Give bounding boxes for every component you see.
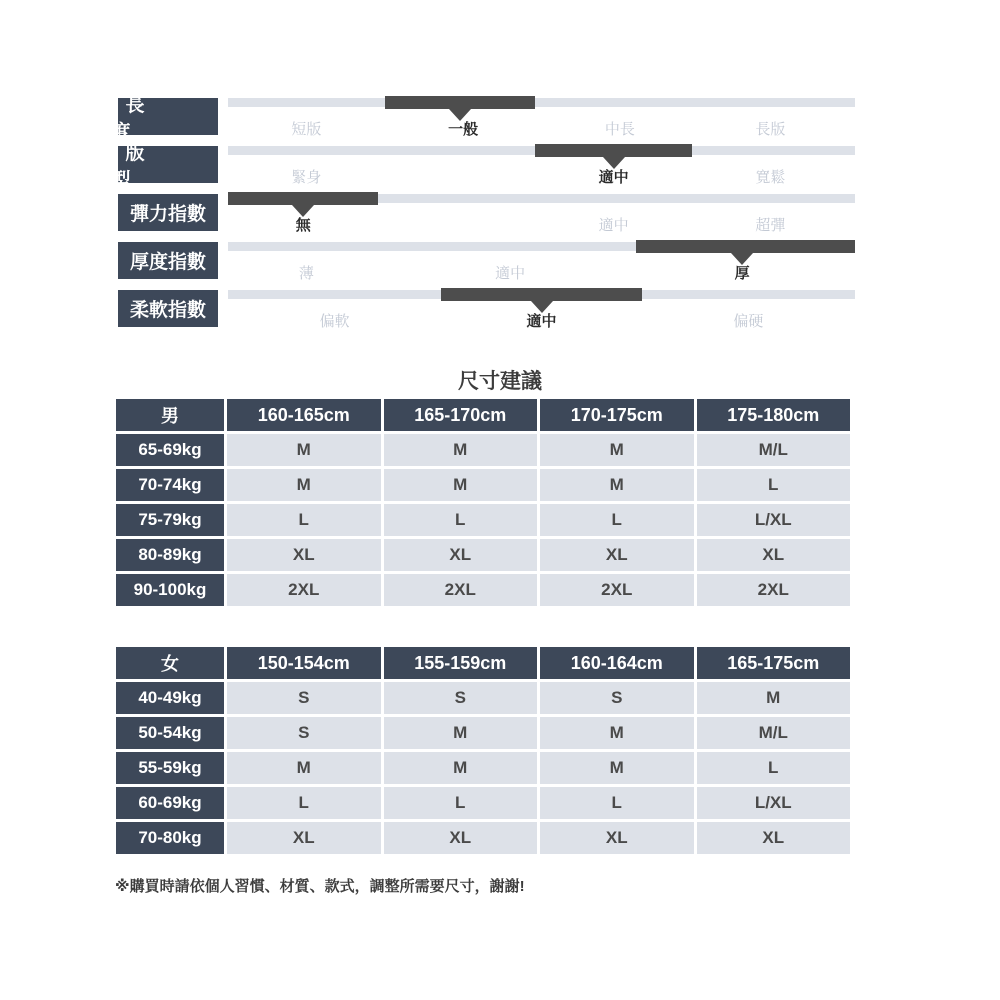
size-cell: 2XL (384, 574, 538, 606)
size-cell: L (540, 787, 694, 819)
size-cell: 2XL (697, 574, 851, 606)
attribute-track-厚度指數[interactable] (228, 240, 855, 288)
attribute-label-版型: 版 型 (111, 142, 225, 191)
size-section-title: 尺寸建議 (458, 370, 542, 393)
column-header: 175-180cm (697, 399, 851, 431)
size-cell: XL (384, 539, 538, 571)
slider-scale (228, 118, 855, 144)
slider-fill (385, 96, 535, 109)
row-header-weight: 75-79kg (116, 504, 224, 536)
row-header-weight: 80-89kg (116, 539, 224, 571)
size-cell: 2XL (227, 574, 381, 606)
table-corner-header: 男 (116, 399, 224, 431)
attribute-label-柔軟指數: 柔軟指數 (118, 290, 218, 327)
scale-label: 適中 (598, 169, 629, 186)
scale-label: 中長 (604, 121, 635, 138)
attribute-row-版型 (111, 142, 855, 192)
scale-label: 適中 (526, 313, 557, 330)
column-header: 165-170cm (384, 399, 538, 431)
table-corner-header: 女 (116, 647, 224, 679)
table-header-row (116, 399, 850, 431)
scale-label: 緊身 (291, 169, 322, 186)
scale-label: 厚 (734, 265, 750, 282)
table-row (116, 469, 850, 501)
attribute-track-柔軟指數[interactable] (228, 288, 855, 336)
size-cell: XL (227, 539, 381, 571)
table-row (116, 434, 850, 466)
scale-label: 短版 (291, 121, 322, 138)
scale-label: 寬鬆 (755, 169, 786, 186)
row-header-weight: 70-80kg (116, 822, 224, 854)
table-row (116, 539, 850, 571)
size-cell: XL (540, 539, 694, 571)
scale-label: 長版 (755, 121, 786, 138)
size-cell: XL (540, 822, 694, 854)
table-row (116, 787, 850, 819)
slider-fill (535, 144, 692, 157)
size-cell: XL (697, 822, 851, 854)
attribute-row-柔軟指數 (118, 288, 855, 336)
women-table-body (116, 647, 850, 854)
purchase-footnote: ※購買時請依個人習慣、材質、款式，調整所需要尺寸，謝謝! (115, 878, 525, 895)
size-cell: M (540, 469, 694, 501)
size-cell: XL (384, 822, 538, 854)
scale-label: 適中 (495, 265, 526, 282)
row-header-weight: 50-54kg (116, 717, 224, 749)
slider-scale (228, 262, 855, 288)
size-cell: L (227, 787, 381, 819)
size-cell: M (227, 752, 381, 784)
attribute-track-版型[interactable] (228, 144, 855, 192)
size-cell: M/L (697, 717, 851, 749)
size-cell: S (540, 682, 694, 714)
table-row (116, 682, 850, 714)
size-cell: L (540, 504, 694, 536)
size-cell: S (227, 717, 381, 749)
size-cell: L (697, 469, 851, 501)
scale-label: 一般 (448, 121, 479, 138)
size-cell: M (384, 717, 538, 749)
scale-label: 無 (295, 217, 311, 234)
size-cell: M (384, 434, 538, 466)
size-cell: M (540, 717, 694, 749)
column-header: 155-159cm (384, 647, 538, 679)
column-header: 170-175cm (540, 399, 694, 431)
attribute-track-長度[interactable] (228, 96, 855, 144)
table-row (116, 822, 850, 854)
size-cell: L (384, 787, 538, 819)
slider-scale (228, 166, 855, 192)
table-row (116, 752, 850, 784)
size-cell: S (384, 682, 538, 714)
attribute-row-彈力指數 (118, 192, 855, 240)
size-cell: M (227, 434, 381, 466)
scale-label: 偏硬 (733, 313, 764, 330)
size-cell: L (227, 504, 381, 536)
row-header-weight: 70-74kg (116, 469, 224, 501)
slider-track (228, 98, 855, 107)
scale-label: 偏軟 (319, 313, 350, 330)
size-cell: M (540, 752, 694, 784)
column-header: 160-164cm (540, 647, 694, 679)
table-row (116, 504, 850, 536)
attribute-sliders (111, 94, 855, 336)
size-cell: L (384, 504, 538, 536)
column-header: 150-154cm (227, 647, 381, 679)
column-header: 160-165cm (227, 399, 381, 431)
size-cell: S (227, 682, 381, 714)
size-cell: M (697, 682, 851, 714)
scale-label: 適中 (598, 217, 629, 234)
table-row (116, 574, 850, 606)
attribute-label-長度: 長 度 (111, 94, 225, 143)
table-header-row (116, 647, 850, 679)
row-header-weight: 40-49kg (116, 682, 224, 714)
scale-label: 薄 (298, 265, 314, 282)
attribute-label-厚度指數: 厚度指數 (118, 242, 218, 279)
slider-fill (441, 288, 642, 301)
column-header: 165-175cm (697, 647, 851, 679)
attribute-track-彈力指數[interactable] (228, 192, 855, 240)
slider-fill (636, 240, 855, 253)
men-size-table (113, 396, 853, 609)
table-row (116, 717, 850, 749)
row-header-weight: 90-100kg (116, 574, 224, 606)
size-cell: M/L (697, 434, 851, 466)
slider-scale (228, 214, 855, 240)
size-cell: XL (227, 822, 381, 854)
row-header-weight: 65-69kg (116, 434, 224, 466)
attribute-row-長度 (111, 94, 855, 144)
attribute-row-厚度指數 (118, 240, 855, 288)
size-cell: L/XL (697, 787, 851, 819)
size-cell: L (697, 752, 851, 784)
men-table-body (116, 399, 850, 606)
size-cell: XL (697, 539, 851, 571)
slider-scale (228, 310, 855, 336)
row-header-weight: 60-69kg (116, 787, 224, 819)
size-cell: M (384, 752, 538, 784)
attribute-label-彈力指數: 彈力指數 (118, 194, 218, 231)
women-size-table (113, 644, 853, 857)
size-cell: M (384, 469, 538, 501)
size-cell: M (540, 434, 694, 466)
row-header-weight: 55-59kg (116, 752, 224, 784)
size-cell: 2XL (540, 574, 694, 606)
size-cell: L/XL (697, 504, 851, 536)
slider-fill (228, 192, 378, 205)
size-cell: M (227, 469, 381, 501)
scale-label: 超彈 (755, 217, 786, 234)
